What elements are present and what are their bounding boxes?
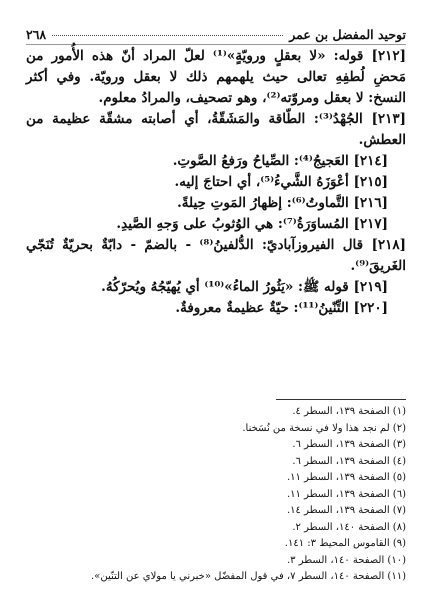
dotted-leader: [52, 35, 283, 36]
footnote-separator: [276, 399, 406, 400]
paragraph-219: [٢١٩] قوله ﷺ: «يَثُورُ الماءُ»⁽¹⁰⁾ أي يُهيّجُهُ ويُحرّكُهُ.: [101, 279, 388, 295]
footnote: (١١) الصفحة ١٤٠، السطر ٧، في قول المفضّل «خبرني يا مولاي عن التنّين».: [91, 571, 406, 582]
paragraph-213: [٢١٣] الجُهْدُ⁽³⁾: الطّاقة والمَشَقّةُ، أي أصابته مشقّة عظيمة من العطش.: [26, 111, 406, 148]
paragraph-215: [٢١٥] أعْوَزَهُ الشَّيءُ⁽⁵⁾، أي احتاجَ إليه.: [174, 174, 388, 190]
footnote: (٨) الصفحة ١٤٠، السطر ٢.: [292, 521, 406, 533]
footnote: (٩) القاموس المحيط ٣: ١٤١.: [284, 538, 406, 549]
paragraph-214: [٢١٤] العَجيجُ⁽⁴⁾: الصِّياحُ ورَفعُ الصَّوتِ.: [172, 153, 388, 169]
main-text: [26, 46, 406, 319]
page-header: [26, 18, 406, 42]
footnote: (٥) الصفحة ١٣٩، السطر ١١.: [286, 472, 406, 483]
footnote: (١٠) الصفحة ١٤٠، السطر ٣.: [286, 554, 406, 566]
footnote: (١) الصفحة ١٣٩، السطر ٤.: [292, 406, 406, 417]
paragraph-212: [٢١٢] قوله: «لا بعقلٍ ورويّةٍ»⁽¹⁾ لعلّ المراد أنّ هذه الأُمور من مَحضِ لُطفِهِ تعالى حيث يلهمهم ذلك لا بعقل ورويّة. وفي أكثر النسخ: لا بعقل ومروّته⁽²⁾، وهو تصحيف، والمرادُ معلوم.: [26, 48, 407, 106]
footnote: (٣) الصفحة ١٣٩، السطر ٦.: [292, 439, 406, 450]
page-number: ٢٦٨: [26, 27, 47, 42]
footnote: (٦) الصفحة ١٣٩، السطر ١١.: [286, 488, 406, 500]
header-rule: [26, 44, 406, 45]
paragraph-216: [٢١٦] التَّماوتُ⁽⁶⁾: إظهارُ المَوتِ حِيلةً.: [177, 195, 388, 211]
footnote: (٤) الصفحة ١٣٩، السطر ٦.: [292, 455, 406, 467]
paragraph-218: [٢١٨] قال الفيروزآباديّ: الدُّلفينُ⁽⁸⁾ - بالضمّ - دابّةٌ بحريّةٌ تُنَجّي الغَريقَ⁽⁹⁾.: [26, 237, 406, 274]
paragraph-217: [٢١٧] المُساوَرَةُ⁽⁷⁾: هي الوُثوبُ على وَجهِ الصَّيدِ.: [116, 216, 388, 232]
footnote: (٢) لم نجد هذا ولا في نسخة من نُسَخنا.: [242, 422, 406, 434]
footnotes: [26, 404, 406, 586]
paragraph-220: [٢٢٠] التِّنّينُ⁽¹¹⁾: حيّةٌ عظيمةٌ معروفةٌ.: [175, 300, 388, 316]
footnote: (٧) الصفحة ١٣٩، السطر ١٤.: [286, 505, 406, 516]
running-title: توحيد المفضل بن عمر: [289, 27, 406, 42]
